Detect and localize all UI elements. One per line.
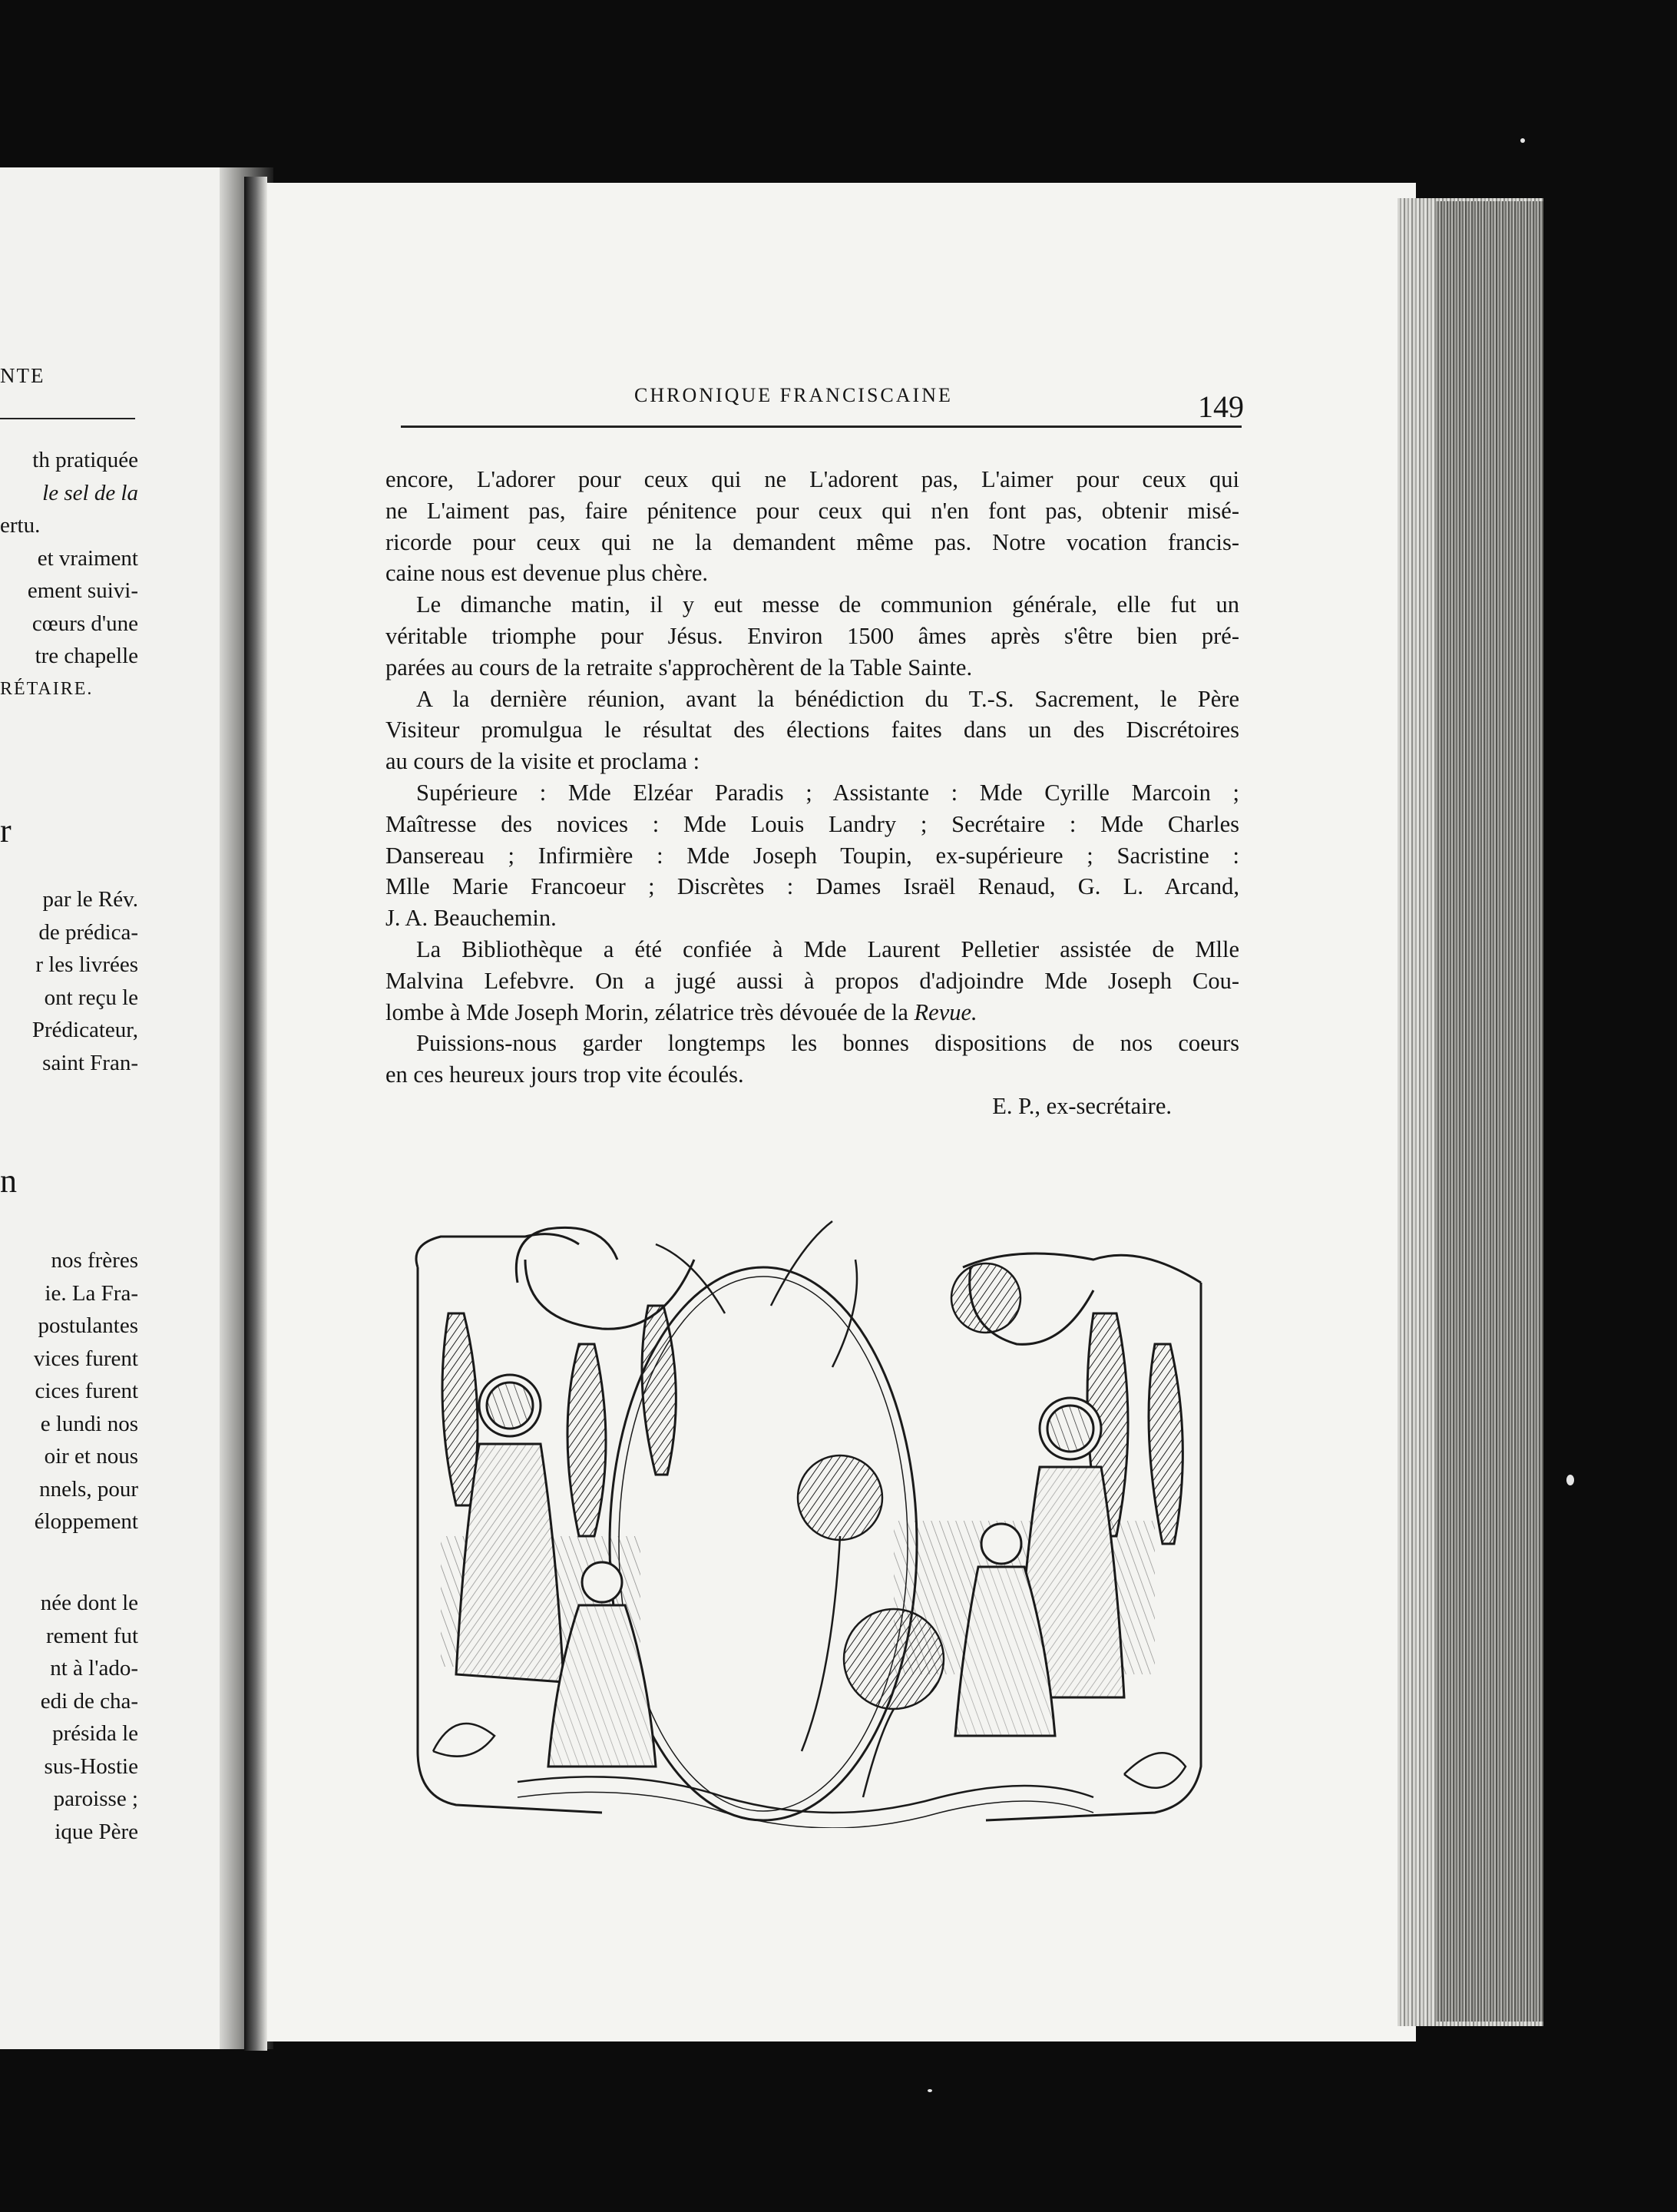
- dust-speck: [1520, 138, 1525, 143]
- left-line: et vraiment: [37, 545, 138, 571]
- left-line: ique Père: [55, 1819, 138, 1844]
- page-edges-dark: [1436, 201, 1543, 2022]
- left-section-heading: r: [0, 812, 12, 849]
- left-text-block-d: [0, 1587, 138, 1848]
- left-line: vices furent: [33, 1346, 138, 1371]
- body-line: [385, 997, 1239, 1028]
- left-line: oir et nous: [44, 1444, 138, 1469]
- left-section-heading: n: [0, 1162, 17, 1200]
- left-line: ie. La Fra-: [45, 1280, 138, 1306]
- revue-word: Revue.: [914, 998, 977, 1025]
- signature: E. P., ex-secrétaire.: [992, 1092, 1172, 1119]
- left-text-block-c: [0, 1244, 138, 1538]
- left-line: rement fut: [46, 1623, 138, 1648]
- left-text-block-a: [0, 444, 138, 705]
- body-line: A la dernière réunion, avant la bénédiction du T.-S. Sacrement, le Père: [416, 685, 1239, 712]
- body-line: encore, L'adorer pour ceux qui ne L'adorent pas, L'aimer pour ceux qui: [385, 466, 1239, 492]
- book-gutter: [244, 177, 267, 2051]
- left-line: sus-Hostie: [44, 1753, 138, 1779]
- body-line: Dansereau ; Infirmière : Mde Joseph Toupin, ex-supérieure ; Sacristine :: [385, 842, 1239, 869]
- body-line: au cours de la visite et proclama :: [385, 748, 700, 775]
- body-line: Mlle Marie Francoeur ; Discrètes : Dames Israël Renaud, G. L. Arcand,: [385, 873, 1239, 900]
- body-line: ne L'aiment pas, faire pénitence pour ceux qui n'en font pas, obtenir misé-: [385, 497, 1239, 524]
- left-line: nnels, pour: [39, 1476, 138, 1502]
- left-line: cices furent: [35, 1379, 138, 1403]
- body-line: véritable triomphe pour Jésus. Environ 1500 âmes après s'être bien pré-: [385, 622, 1239, 649]
- page-number: 149: [1198, 389, 1244, 424]
- decorative-engraving: [402, 1214, 1213, 1828]
- body-line: Supérieure : Mde Elzéar Paradis ; Assistante : Mde Cyrille Marcoin ;: [416, 779, 1239, 806]
- left-line: th pratiquée: [32, 448, 138, 472]
- body-line: La Bibliothèque a été confiée à Mde Laurent Pelletier assistée de Mlle: [416, 935, 1239, 962]
- left-header-rule: [0, 418, 135, 419]
- left-line: e lundi nos: [40, 1411, 138, 1436]
- body-line: parées au cours de la retraite s'approchèrent de la Table Sainte.: [385, 654, 973, 680]
- body-line: Le dimanche matin, il y eut messe de communion générale, elle fut un: [416, 591, 1239, 618]
- left-line: de prédica-: [38, 919, 138, 945]
- body-line: caine nous est devenue plus chère.: [385, 560, 709, 587]
- left-running-header: NTE: [0, 364, 45, 387]
- left-line: née dont le: [40, 1591, 138, 1615]
- body-line: Puissions-nous garder longtemps les bonnes dispositions de nos coeurs: [416, 1030, 1239, 1057]
- left-line: par le Rév.: [42, 887, 138, 912]
- left-line: cœurs d'une: [31, 611, 138, 636]
- left-line: paroisse ;: [53, 1786, 138, 1811]
- body-line: ricorde pour ceux qui ne la demandent même pas. Notre vocation francis-: [385, 528, 1239, 555]
- left-line: ertu.: [0, 513, 41, 538]
- body-line: en ces heureux jours trop vite écoulés.: [385, 1061, 744, 1088]
- left-line: éloppement: [34, 1509, 138, 1534]
- body-line: Visiteur promulgua le résultat des élections faites dans un des Discrétoires: [385, 717, 1239, 743]
- body-line: Malvina Lefebvre. On a jugé aussi à propos d'adjoindre Mde Joseph Cou-: [385, 967, 1239, 994]
- left-text-block-b: [0, 883, 138, 1079]
- left-line: le sel de la: [42, 480, 138, 505]
- left-line: edi de cha-: [40, 1688, 138, 1714]
- header-rule: [401, 426, 1242, 428]
- running-header: CHRONIQUE FRANCISCAINE: [634, 384, 953, 406]
- article-body: [385, 464, 1239, 1122]
- left-line: ont reçu le: [44, 985, 138, 1010]
- left-line: tre chapelle: [35, 644, 138, 668]
- left-line: postulantes: [38, 1313, 138, 1338]
- left-line: r les livrées: [35, 952, 138, 977]
- left-line: présida le: [52, 1721, 138, 1746]
- left-line: RÉTAIRE.: [0, 678, 94, 699]
- dust-speck: [928, 2089, 932, 2092]
- dust-speck: [1566, 1475, 1574, 1485]
- left-line: ement suivi-: [27, 578, 138, 603]
- left-line: Prédicateur,: [31, 1018, 138, 1042]
- body-line: Maîtresse des novices : Mde Louis Landry ; Secrétaire : Mde Charles: [385, 810, 1239, 837]
- body-line: J. A. Beauchemin.: [385, 905, 557, 932]
- body-line-text: lombe à Mde Joseph Morin, zélatrice très dévouée de la: [385, 998, 908, 1025]
- left-line: nos frères: [51, 1248, 138, 1273]
- left-line: nt à l'ado-: [50, 1656, 138, 1681]
- left-line: saint Fran-: [42, 1050, 138, 1075]
